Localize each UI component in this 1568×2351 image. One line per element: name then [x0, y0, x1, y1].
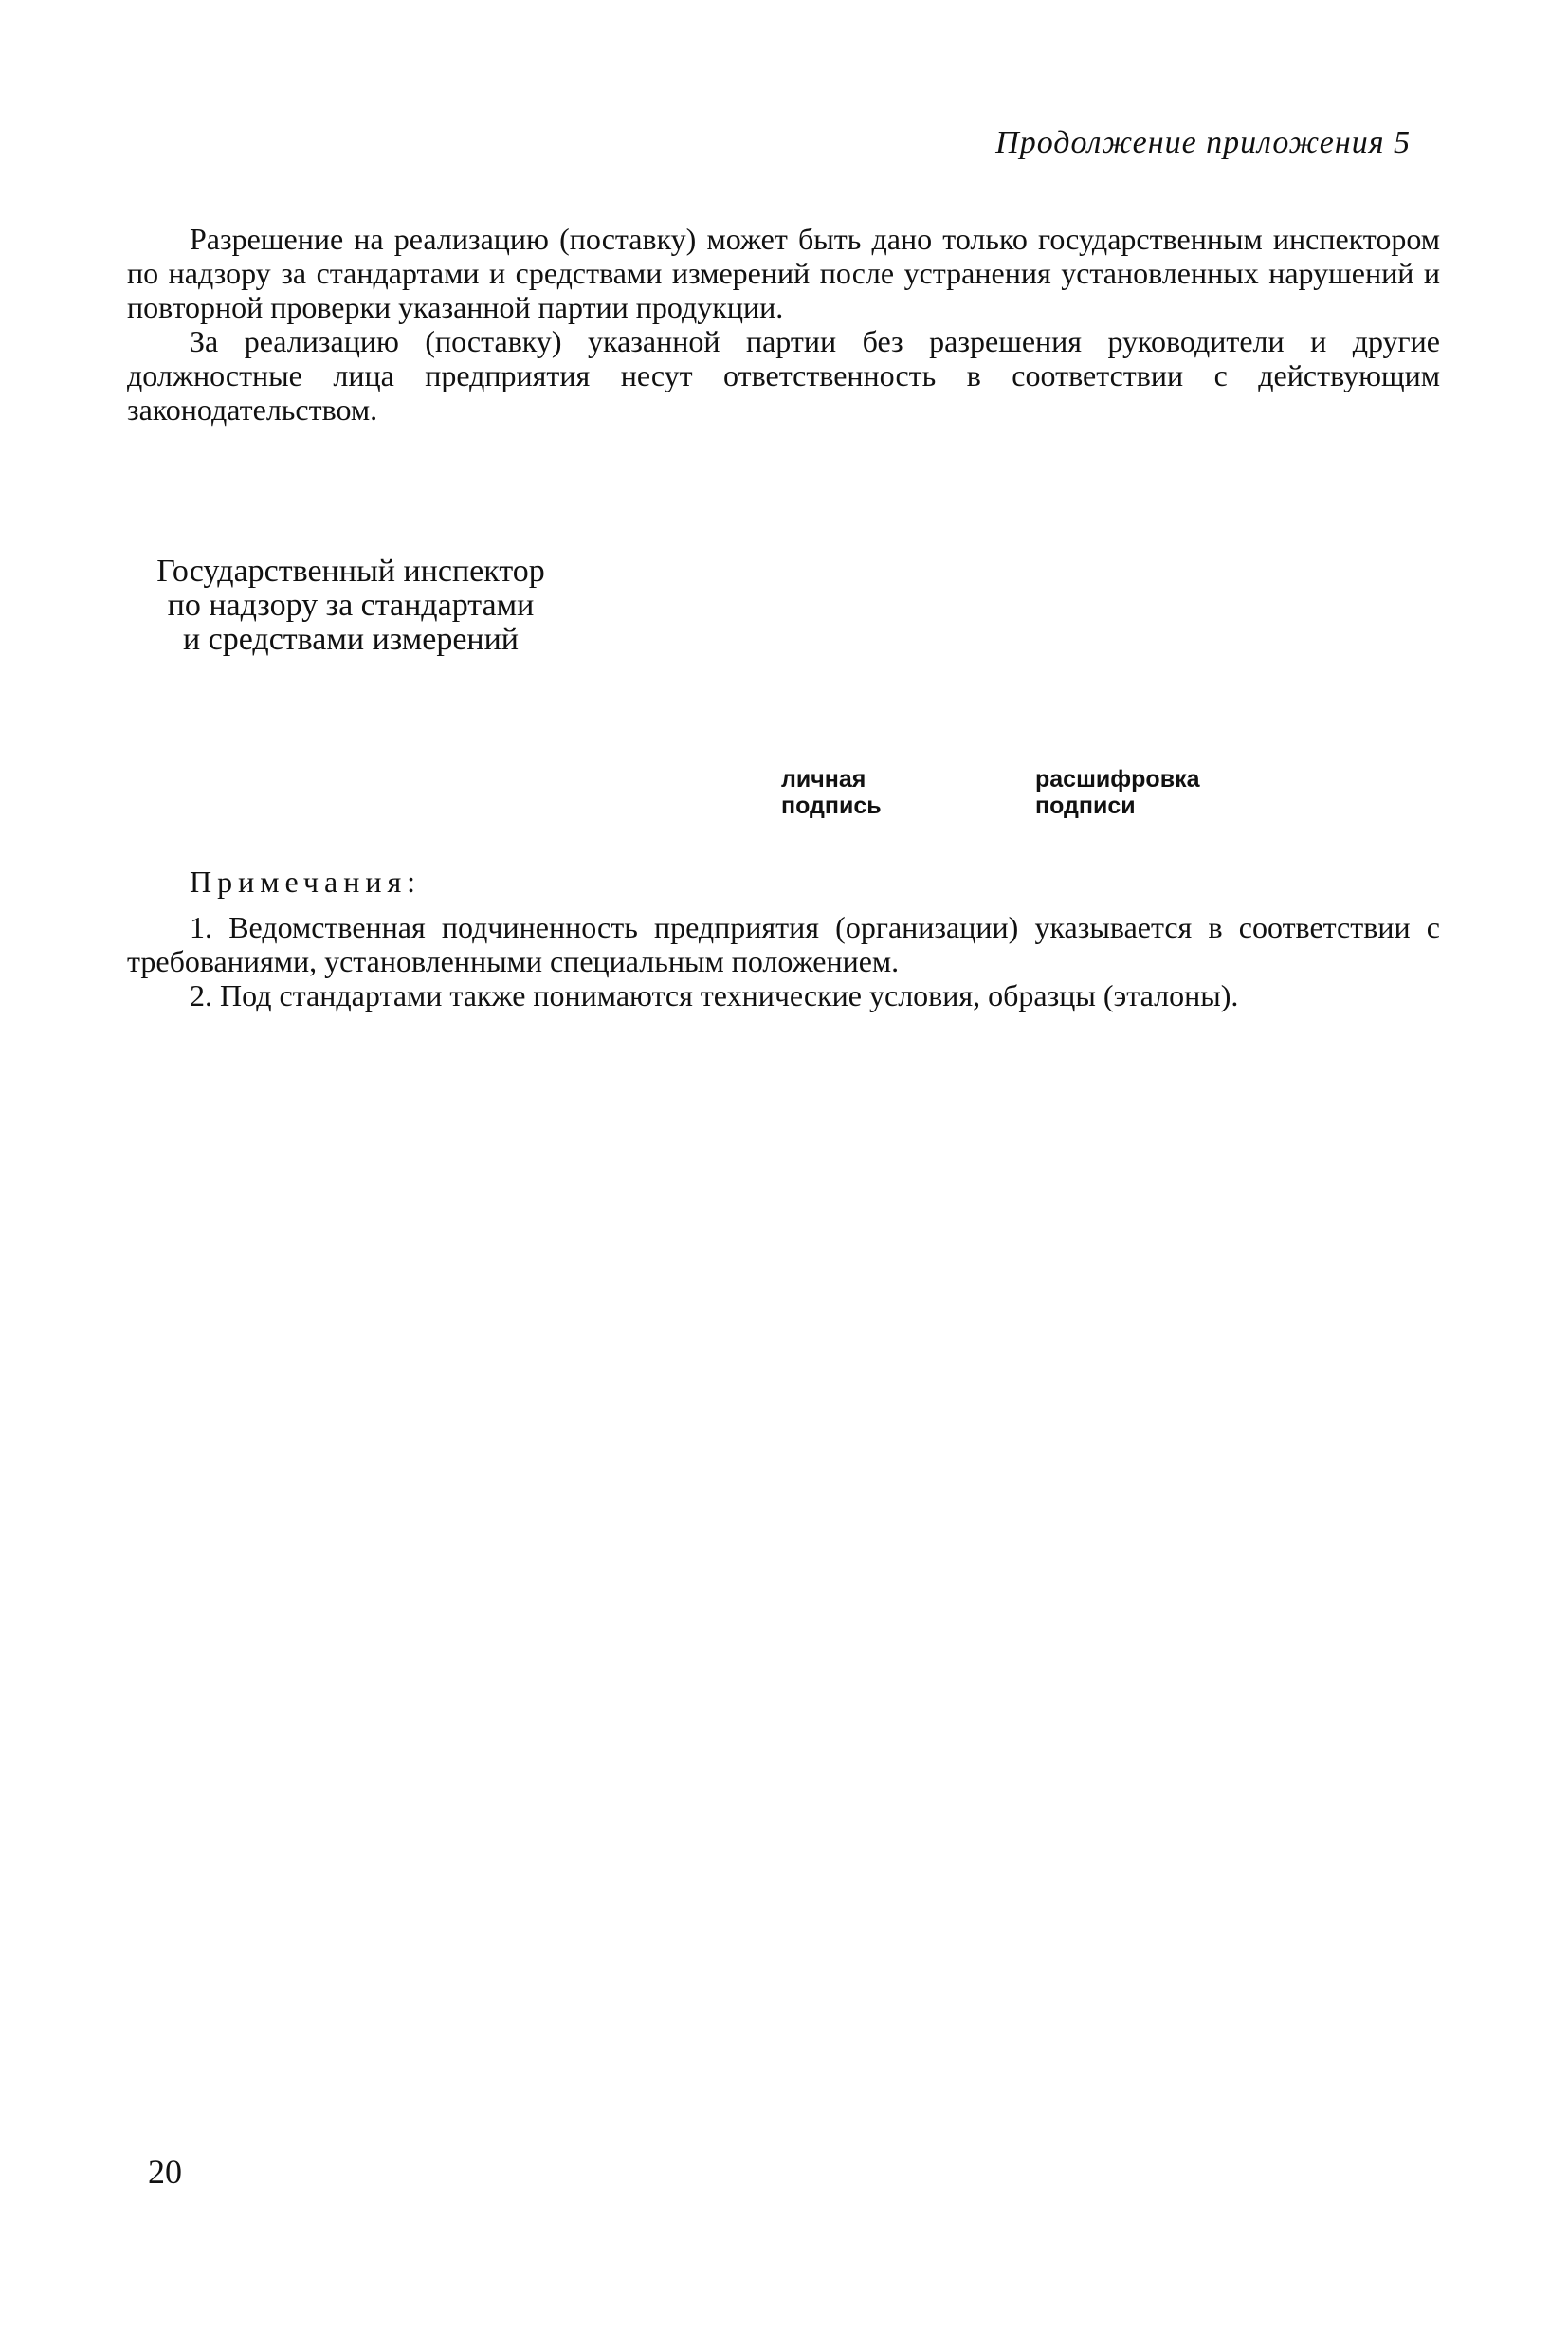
inspector-line: Государственный инспектор [156, 554, 545, 589]
signature-label-line: расшифровка [1035, 766, 1200, 793]
notes-list [127, 910, 1440, 1012]
signature-label-line: подписи [1035, 793, 1136, 819]
note-item: 2. Под стандартами также понимаются технические условия, образцы (эталоны). [190, 978, 1239, 1012]
note-item: 1. Ведомственная подчиненность предприятия (организации) указывается в соответствии с требованиями, установленными специальным положением. [127, 910, 1440, 978]
notes-title: Примечания: [190, 865, 422, 899]
paragraph: За реализацию (поставку) указанной партии без разрешения руководители и другие должностные лица предприятия несут ответственность в соответствии с действующим законодательством. [127, 324, 1440, 427]
signature-label-line: подпись [781, 793, 882, 819]
signature-decoding-label [1035, 766, 1200, 819]
paragraph: Разрешение на реализацию (поставку) может быть дано только государственным инспектором по надзору за стандартами и средствами измерений после устранения установленных нарушений и повторной проверки указанной партии продукции. [127, 222, 1440, 324]
inspector-title [104, 555, 597, 657]
signature-personal-label [781, 766, 882, 819]
inspector-line: по надзору за стандартами [167, 588, 535, 623]
page-number: 20 [148, 2153, 182, 2191]
signature-label-line: личная [781, 766, 866, 793]
inspector-line: и средствами измерений [182, 622, 519, 657]
page-header: Продолжение приложения 5 [995, 125, 1411, 160]
main-text [127, 222, 1440, 427]
